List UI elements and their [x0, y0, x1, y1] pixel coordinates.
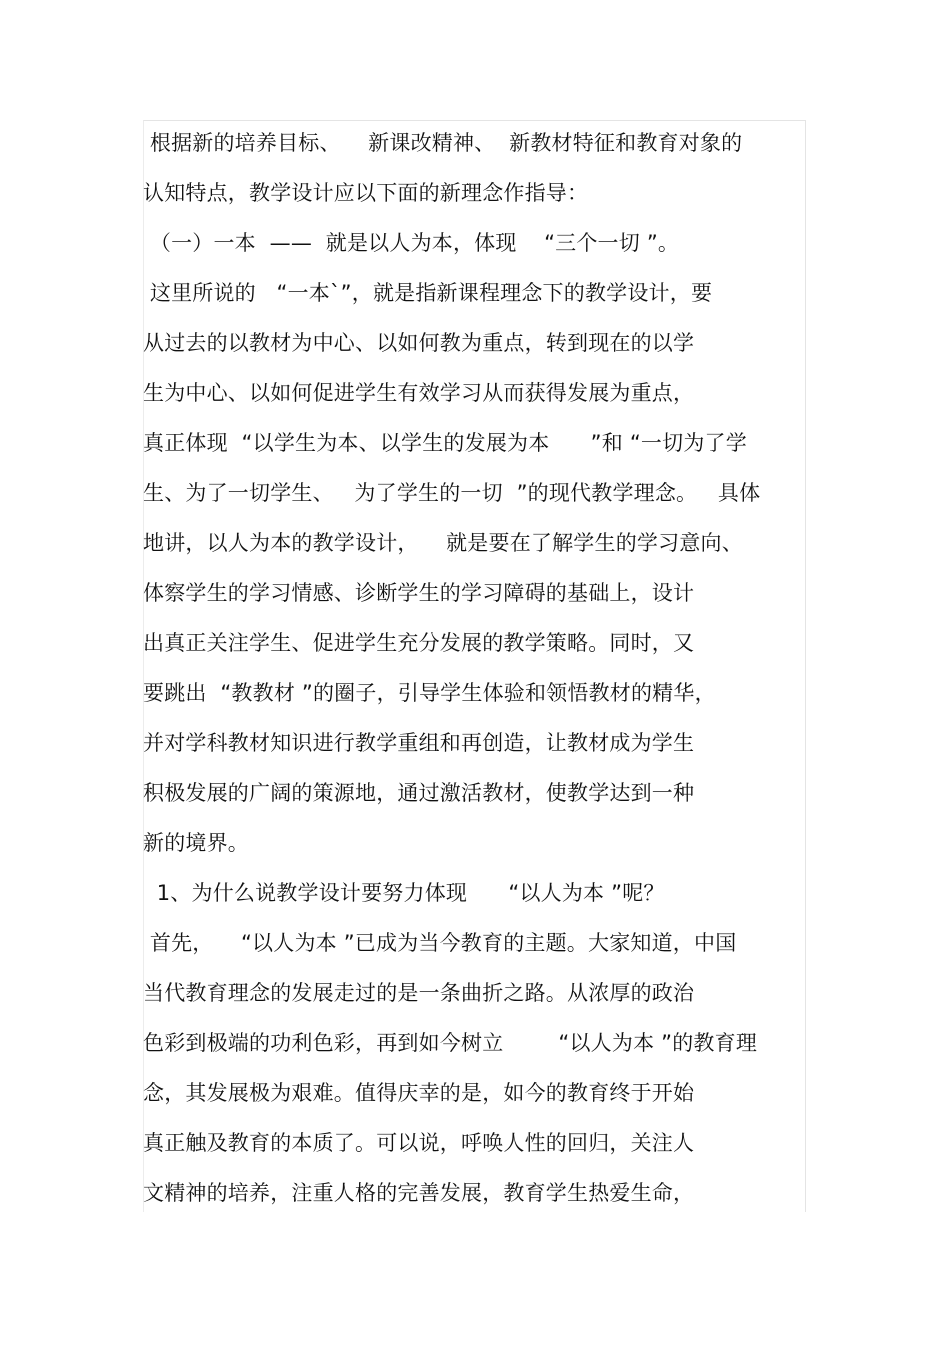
text-line: 根据新的培养目标、 新课改精神、 新教材特征和教育对象的 — [143, 131, 743, 155]
text-line: 新的境界。 — [143, 831, 249, 855]
section-heading: （一）一本 —— 就是以人为本，体现 “三个一切 ”。 — [143, 231, 680, 255]
text-line: 地讲，以人为本的教学设计， 就是要在了解学生的学习意向、 — [143, 531, 743, 555]
text-line: 生、为了一切学生、 为了学生的一切 ”的现代教学理念。 具体 — [143, 481, 761, 505]
text-line: 这里所说的 “一本`”，就是指新课程理念下的教学设计，要 — [143, 281, 713, 305]
text-line: 色彩到极端的功利色彩，再到如今树立 “以人为本 ”的教育理 — [143, 1031, 758, 1055]
text-line: 认知特点，教学设计应以下面的新理念作指导： — [143, 181, 589, 205]
text-line: 积极发展的广阔的策源地，通过激活教材，使教学达到一种 — [143, 781, 695, 805]
text-line: 并对学科教材知识进行教学重组和再创造，让教材成为学生 — [143, 731, 695, 755]
text-line: 生为中心、以如何促进学生有效学习从而获得发展为重点， — [143, 381, 695, 405]
text-line: 真正触及教育的本质了。可以说，呼唤人性的回归，关注人 — [143, 1131, 695, 1155]
text-line: 出真正关注学生、促进学生充分发展的教学策略。同时，又 — [143, 631, 695, 655]
text-line: 当代教育理念的发展走过的是一条曲折之路。从浓厚的政治 — [143, 981, 695, 1005]
question-heading: 1、为什么说教学设计要努力体现 “以人为本 ”呢？ — [143, 881, 665, 905]
text-line: 要跳出 “教教材 ”的圈子，引导学生体验和领悟教材的精华， — [143, 681, 716, 705]
text-line: 从过去的以教材为中心、以如何教为重点，转到现在的以学 — [143, 331, 695, 355]
text-line: 体察学生的学习情感、诊断学生的学习障碍的基础上，设计 — [143, 581, 695, 605]
text-line: 真正体现 “以学生为本、以学生的发展为本 ”和 “一切为了学 — [143, 431, 747, 455]
text-line: 文精神的培养，注重人格的完善发展，教育学生热爱生命， — [143, 1181, 695, 1205]
text-line: 念，其发展极为艰难。值得庆幸的是，如今的教育终于开始 — [143, 1081, 695, 1105]
text-line: 首先， “以人为本 ”已成为当今教育的主题。大家知道，中国 — [143, 931, 737, 955]
